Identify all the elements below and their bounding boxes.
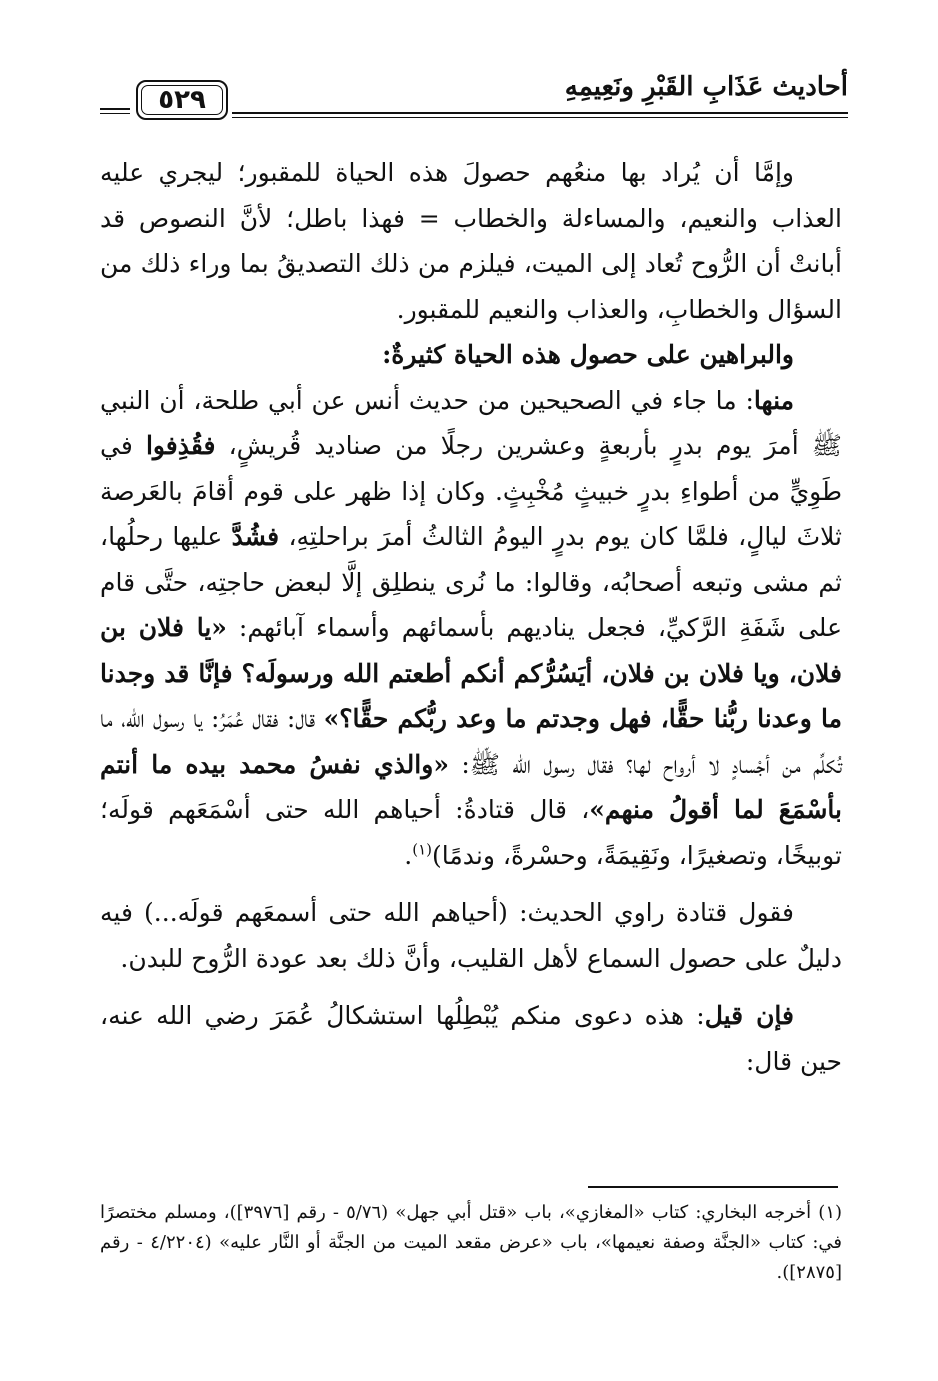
footnotes [100,1198,842,1288]
footnote-separator [588,1186,838,1188]
header-rule-left [100,108,130,114]
main-text [100,150,842,1084]
paragraph-3-text-c: في طَوِيٍّ من أطواءِ بدرٍ خبيثٍ مُخْبِثٍ. وكان إذا ظهر على قوم أقامَ بالعَرصة ثلاثَ ليالٍ، فلمَّا كان يوم بدرٍ اليومُ الثالثُ أمرَ براحلتِهِ، [100,431,842,551]
paragraph-5-text: : هذه دعوى منكم يُبْطِلُها استشكالُ عُمَرَ رضي الله عنه، حين قال: [100,1001,842,1076]
chapter-title: أحاديث عَذَابِ القَبْرِ ونَعِيمِهِ [564,72,848,102]
hadith-quote-1: «يا فلان بن فلان، ويا فلان بن فلان، أيَسُرُّكم أنكم أطعتم الله ورسولَه؟ فإنَّا قد وجدنا ما وعدنا ربُّنا حقًّا، فهل وجدتم ما وعد ربُّكم حقًّا؟» [100,613,842,733]
paragraph-4: فقول قتادة راوي الحديث: (أحياهم الله حتى أسمعَهم قولَه...) فيه دليلٌ على حصول السماع لأهل القليب، وأنَّ ذلك بعد عودة الرُّوح للبدن. [100,898,842,973]
paragraph-3-text-a: : ما جاء في الصحيحين من حديث أنس عن أبي طلحة، أن النبي ﷺ أمرَ يوم بدرٍ بأربعةٍ وعشرين رجلًا من صناديد قُريشٍ، [100,385,842,460]
page-number-frame [136,80,228,120]
paragraph-3-text-b: فقُذِفوا [145,431,216,460]
paragraph-2-heading: والبراهين على حصول هذه الحياة كثيرةٌ: [382,340,794,369]
paragraph-5-lead: فإن قيل [704,1001,794,1030]
page-number: ٥٢٩ [158,85,206,115]
paragraph-3-text-g: ، قال قتادةُ: أحياهم الله حتى أسْمَعَهم قولَه؛ توبيخًا، وتصغيرًا، ونَقِيمَةً، وحسْرةً، وندمًا) [100,795,842,870]
paragraph-3-text-f: قال: فقال عُمَرُ: يا رسول الله، ما تُكلِّم من أجْسادٍ لا أرواح لها؟ فقال رسول الله ﷺ: [100,704,842,779]
paragraph-1: وإمَّا أن يُراد بها منعُهم حصولَ هذه الحياة للمقبور؛ ليجري عليه العذاب والنعيم، والمساءلة والخطاب = فهذا باطل؛ لأنَّ النصوص قد أبانتْ أن الرُّوح تُعاد إلى الميت، فيلزم من ذلك التصديقُ بما وراء ذلك من السؤال والخطابِ، والعذاب والنعيم للمقبور. [100,158,842,324]
footnote-marker: (١) [412,840,433,859]
footnote-1: (١) أخرجه البخاري: كتاب «المغازي»، باب «قتل أبي جهل» (٥/٧٦ - رقم [٣٩٧٦])، ومسلم مختصرًا في: كتاب «الجنَّة وصفة نعيمها»، باب «عرض مقعد الميت من الجنَّة أو النَّار عليه» (٤/٢٢٠٤ - رقم [٢٨٧٥]). [100,1202,843,1283]
paragraph-3 [100,378,842,879]
paragraph-3-text-e: عليها رحلُها، ثم مشى وتبعه أصحابُه، وقالوا: ما نُرى ينطلِق إلَّا لبعض حاجتِه، حتَّى قام على شَفَةِ الرَّكيِّ، فجعل يناديهم بأسمائهم وأسماء آبائهم: [100,522,842,642]
hadith-quote-2: «والذي نفسُ محمد بيده ما أنتم بأسْمَعَ لما أقولُ منهم» [100,749,842,824]
paragraph-5 [100,993,842,1084]
paragraph-3-end: . [404,840,413,870]
paragraph-3-lead: منها [753,385,794,415]
header-rule [232,112,848,118]
paragraph-3-text-d: فشُدَّ [231,522,280,551]
page-header [100,68,848,124]
